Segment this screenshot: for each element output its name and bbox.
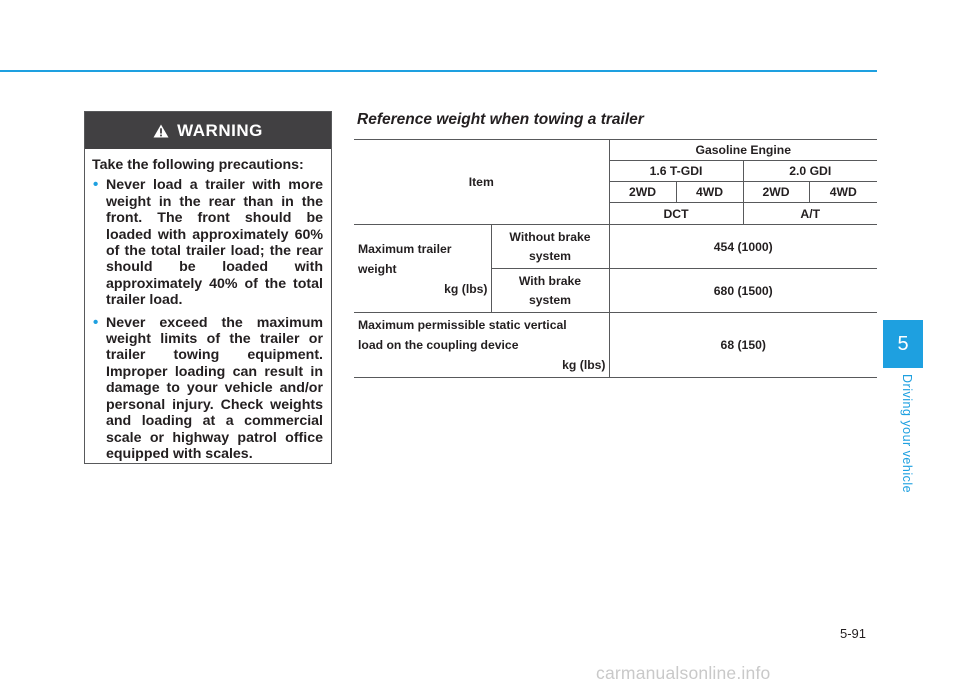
- transmission-dct: DCT: [609, 203, 743, 225]
- without-brake-label: [491, 225, 609, 269]
- chapter-title: Driving your vehicle: [900, 374, 914, 494]
- warning-bullet-text: Never load a trailer with more weight in the rear than in the front. The front should be loaded with approximately 60% of the total trailer load; the rear should be loaded with approximately 40% of the total trailer load.: [106, 177, 323, 309]
- warning-box: [84, 111, 332, 464]
- drive-cell: 2WD: [609, 182, 676, 203]
- engine-header: Gasoline Engine: [609, 140, 877, 161]
- warning-bullet-item: [92, 177, 323, 308]
- section-title: Reference weight when towing a trailer: [357, 111, 644, 128]
- warning-header: [85, 112, 331, 149]
- without-brake-line1: Without brake: [509, 229, 591, 244]
- engine-1-6-tgdi: 1.6 T-GDI: [609, 161, 743, 182]
- item-header: Item: [354, 140, 609, 225]
- max-trailer-label-line2: weight: [358, 261, 397, 276]
- chapter-tab: 5: [883, 320, 923, 368]
- with-brake-line1: With brake: [518, 273, 582, 288]
- watermark: carmanualsonline.info: [596, 663, 771, 683]
- towing-weight-table: [354, 139, 877, 378]
- transmission-at: A/T: [743, 203, 877, 225]
- static-vertical-value: 68 (150): [609, 313, 877, 378]
- without-brake-line2: system: [528, 248, 571, 263]
- page-number: 5-91: [840, 626, 867, 641]
- warning-intro: Take the following precautions:: [92, 157, 304, 173]
- warning-body: [85, 149, 331, 462]
- with-brake-label: [491, 269, 609, 313]
- max-trailer-label-line1: Maximum trailer: [358, 241, 452, 256]
- warning-list: [92, 177, 323, 462]
- engine-2-0-gdi: 2.0 GDI: [743, 161, 877, 182]
- warning-triangle-icon: [153, 124, 169, 138]
- bullet-icon: •: [93, 313, 99, 331]
- static-vertical-unit: kg (lbs): [562, 358, 606, 372]
- drive-cell: 4WD: [809, 182, 877, 203]
- warning-bullet-text: Never exceed the maximum weight limits of the trailer or trailer towing equipment. Improper loading can result in damage to your vehicle and/or personal injury. Check weights and loading at a commercial scale or highway patrol office equipped with scales.: [106, 314, 323, 462]
- warning-bullet-item: [92, 315, 323, 463]
- static-vertical-load-label: [354, 313, 609, 378]
- drive-cell: 2WD: [743, 182, 809, 203]
- with-brake-line2: system: [528, 292, 571, 307]
- without-brake-value: 454 (1000): [609, 225, 877, 269]
- with-brake-value: 680 (1500): [609, 269, 877, 313]
- bullet-icon: •: [93, 176, 99, 194]
- drive-cell: 4WD: [676, 182, 743, 203]
- static-vertical-label-line1: Maximum permissible static vertical: [358, 318, 567, 332]
- warning-title: WARNING: [177, 120, 263, 140]
- top-rule: [0, 70, 877, 72]
- max-trailer-unit: kg (lbs): [444, 281, 488, 296]
- static-vertical-label-line2: load on the coupling device: [358, 338, 519, 352]
- max-trailer-weight-label: [354, 225, 491, 313]
